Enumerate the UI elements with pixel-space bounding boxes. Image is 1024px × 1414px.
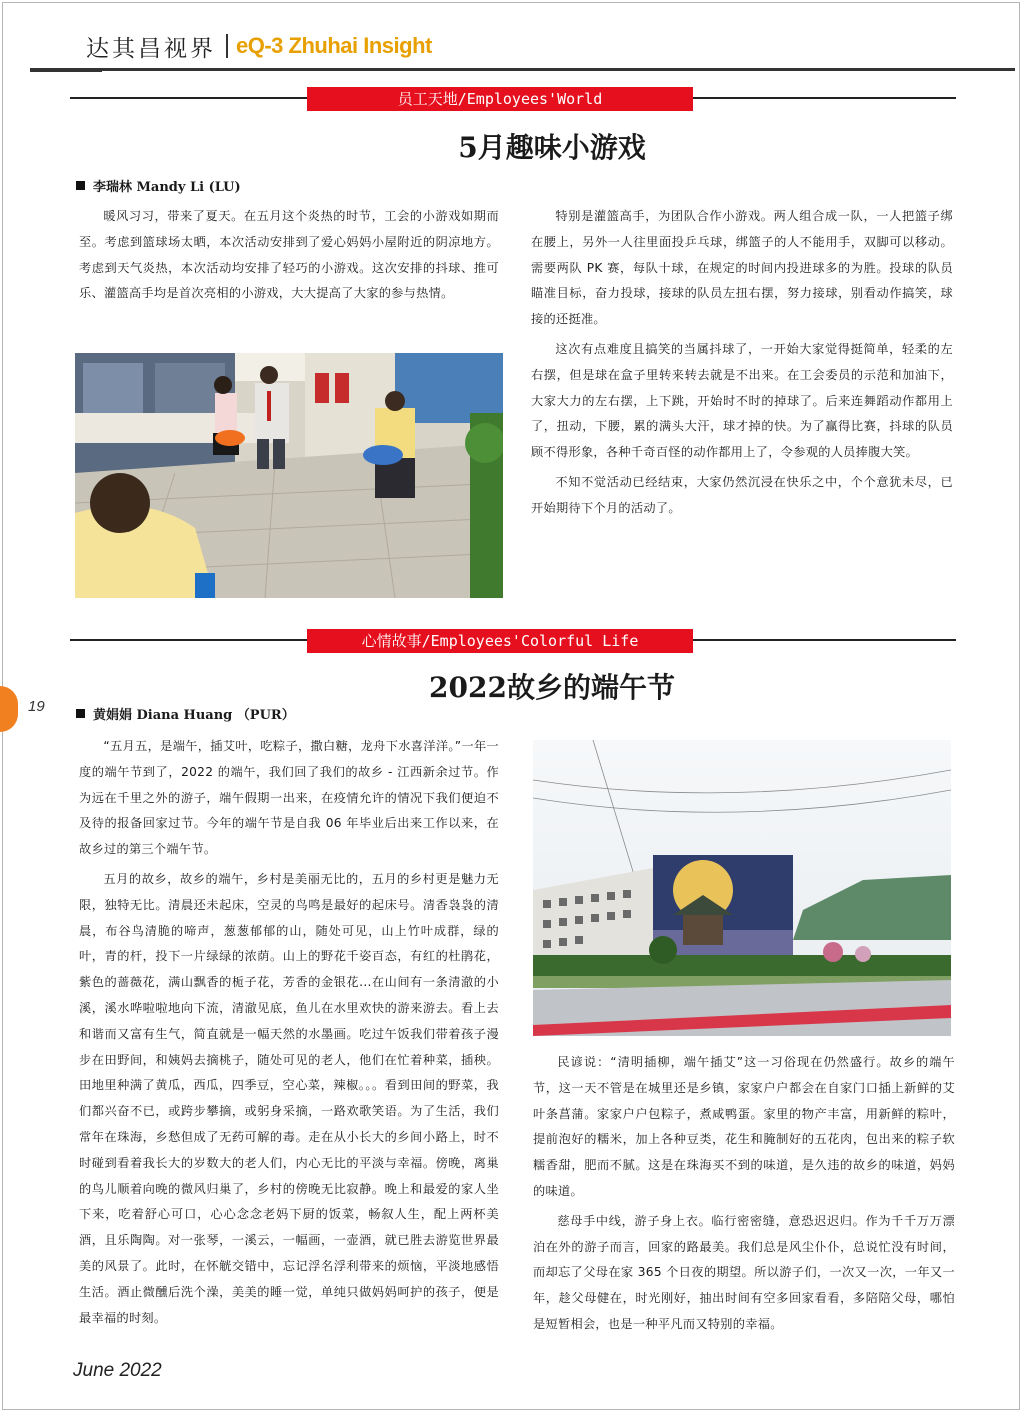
section-tag: 员工天地/Employees'World	[307, 87, 693, 111]
header-rule-accent	[30, 71, 102, 72]
article-author	[76, 176, 241, 195]
author-name: 李瑞林 Mandy Li (LU)	[93, 180, 241, 195]
article-column-left	[79, 204, 499, 307]
article-column-right	[533, 1050, 955, 1338]
paragraph: 暖风习习，带来了夏天。在五月这个炎热的时节，工会的小游戏如期而至。考虑到篮球场太晒，本次活动安排到了爱心妈妈小屋附近的阴凉地方。考虑到天气炎热，本次活动均安排了轻巧的小游戏。这次安排的抖球、推可乐、灌篮高手均是首次亮相的小游戏，大大提高了大家的参与热情。	[79, 209, 499, 301]
paragraph: “五月五，是端午，插艾叶，吃粽子，撒白糖，龙舟下水喜洋洋。”一年一度的端午节到了，2022 的端午，我们回了我们的故乡 - 江西新余过节。作为远在千里之外的游子，端午假期一出来，在疫情允许的情况下我们便迫不及待的报备回家过节。今年的端午节是自我 06 年毕业后出来工作以来，在故乡过的第三个端午节。	[79, 739, 499, 857]
paragraph: 民谚说：“清明插柳，端午插艾”这一习俗现在仍然盛行。故乡的端午节，这一天不管是在城里还是乡镇，家家户户都会在自家门口插上新鲜的艾叶条菖蒲。家家户户包粽子，煮咸鸭蛋。家里的物产丰富，用新鲜的粽叶，提前泡好的糯米，加上各种豆类，花生和腌制好的五花肉，包出来的粽子软糯香甜，肥而不腻。这是在珠海买不到的味道，是久违的故乡的味道，妈妈的味道。	[533, 1055, 955, 1198]
bullet-square-icon	[76, 709, 85, 718]
author-name: 黄娟娟 Diana Huang （PUR）	[93, 708, 295, 723]
paragraph: 五月的故乡，故乡的端午，乡村是美丽无比的，五月的乡村更是魅力无限，独特无比。清晨还未起床，空灵的鸟鸣是最好的起床号。清香袅袅的清晨，布谷鸟清脆的啼声，葱葱郁郁的山，随处可见，山上竹叶成群，绿的叶，青的杆，投下一片绿绿的浓荫。山上的野花千姿百态，有红的杜鹃花，紫色的蔷薇花，满山飘香的栀子花，芳香的金银花...在山间有一条清澈的小溪，溪水哗啦啦地向下流，清澈见底，鱼儿在水里欢快的游来游去。看上去和谐而又富有生气，简直就是一幅天然的水墨画。吃过午饭我们带着孩子漫步在田野间，和姨妈去摘桃子，随处可见的老人，他们在忙着种菜，插秧。田地里种满了黄瓜，西瓜，四季豆，空心菜，辣椒。。。看到田间的野菜，我们都兴奋不已，或跨步攀摘，或躬身采摘，一路欢歌笑语。为了生活，我们常年在珠海，乡愁但成了无药可解的毒。走在从小长大的乡间小路上，时不时碰到看着我长大的岁数大的老人们，内心无比的平淡与幸福。傍晚，离巢的鸟儿顺着向晚的微风归巢了，乡村的傍晚无比寂静。晚上和最爱的家人坐下来，吃着舒心可口，心心念念老妈下厨的饭菜，畅叙人生，配上两杯美酒，且乐陶陶。对一张琴，一溪云，一幅画，一壶酒，就已胜去游览世界最美的风景了。此时，在怀觥交错中，忘记浮名浮利带来的烦恼，平淡地感悟生活。酒止微醺后洗个澡，美美的睡一觉，单纯只做妈妈呵护的孩子，便是最幸福的时刻。	[79, 871, 499, 1325]
page-number: 19	[28, 698, 45, 715]
article-title: 5月趣味小游戏	[458, 131, 646, 164]
magazine-header	[86, 30, 432, 62]
article-title: 2022故乡的端午节	[429, 671, 675, 704]
game-activity-photo-image	[75, 353, 503, 598]
game-activity-photo	[75, 353, 503, 598]
issue-date: June 2022	[73, 1360, 162, 1381]
section-tag: 心情故事/Employees'Colorful Life	[307, 629, 693, 653]
magazine-title-cn: 达其昌视界	[86, 35, 216, 62]
article-column-right	[531, 204, 953, 522]
magazine-title-en: eQ-3 Zhuhai Insight	[236, 33, 432, 58]
paragraph: 不知不觉活动已经结束，大家仍然沉浸在快乐之中，个个意犹未尽，已开始期待下个月的活动了。	[531, 474, 953, 515]
hometown-village-photo	[533, 740, 951, 1036]
paragraph: 慈母手中线，游子身上衣。临行密密缝，意恐迟迟归。作为千千万万漂泊在外的游子而言，回家的路最美。我们总是风尘仆仆，总说忙没有时间，而却忘了父母在家 365 个日夜的期望。所以游子们，一次又一次，一年又一年，趁父母健在，时光刚好，抽出时间有空多回家看看，多陪陪父母，哪怕是短暂相会，也是一种平凡而又特别的幸福。	[533, 1213, 955, 1331]
article-column-left	[79, 734, 499, 1331]
hometown-village-photo-image	[533, 740, 951, 1036]
bullet-square-icon	[76, 181, 85, 190]
paragraph: 这次有点难度且搞笑的当属抖球了，一开始大家觉得挺简单，轻柔的左右摆，但是球在盒子里转来转去就是不出来。在工会委员的示范和加油下，大家大力的左右摆，上下跳，开始时不时的掉球了。后来连舞蹈动作都用上了，扭动，下腰，累的满头大汗，球才掉的快。为了赢得比赛，抖球的队员顾不得形象，各种千奇百怪的动作都用上了，令参观的人员捧腹大笑。	[531, 341, 953, 460]
paragraph: 特别是灌篮高手，为团队合作小游戏。两人组合成一队，一人把篮子绑在腰上，另外一人往里面投乒乓球，绑篮子的人不能用手，双脚可以移动。需要两队 PK 赛，每队十球，在规定的时间内投进球多的为胜。投球的队员瞄准目标，奋力投球，接球的队员左扭右摆，努力接球，别看动作搞笑，球接的还挺准。	[531, 209, 953, 327]
header-divider	[226, 34, 228, 58]
header-rule	[30, 68, 1015, 71]
article-author	[76, 704, 295, 723]
